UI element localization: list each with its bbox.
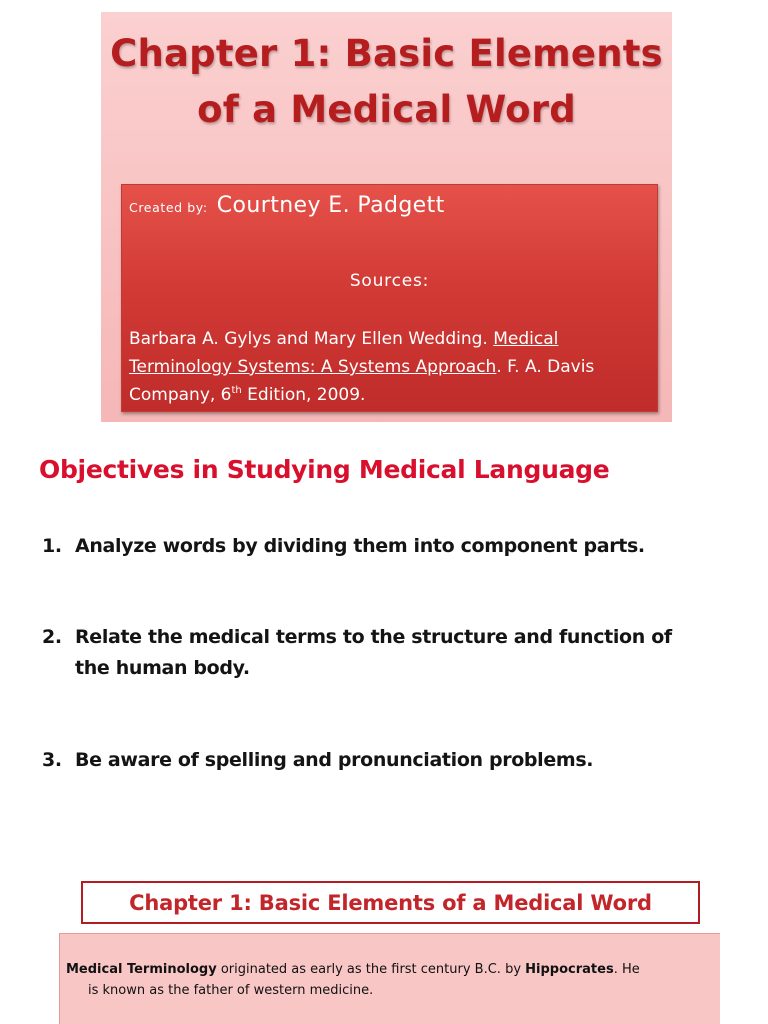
objective-text: Analyze words by dividing them into component parts. — [75, 535, 645, 557]
objective-text-line-2: the human body. — [75, 657, 250, 679]
credits-box — [121, 184, 658, 412]
term-hippocrates: Hippocrates — [525, 962, 614, 977]
objective-number: 1. — [42, 535, 62, 557]
reference-publisher: . F. A. Davis — [496, 357, 595, 377]
reference-title-part-1: Medical — [493, 329, 559, 349]
slide-title-line-1: Chapter 1: Basic Elements — [110, 32, 663, 75]
reference-edition: Edition, 2009. — [241, 385, 366, 405]
objectives-heading: Objectives in Studying Medical Language — [39, 455, 610, 484]
author-name: Courtney E. Padgett — [216, 193, 445, 218]
reference-authors: Barbara A. Gylys and Mary Ellen Wedding. — [129, 329, 494, 349]
paragraph-text-2: . He — [613, 962, 640, 977]
objective-item — [42, 531, 742, 562]
paragraph-text-3: is known as the father of western medicine. — [88, 983, 374, 998]
objective-text-line-1: Relate the medical terms to the structure and function of — [75, 626, 672, 648]
credit-line — [129, 193, 445, 218]
second-slide-title-box — [81, 881, 700, 924]
slide-title — [101, 26, 672, 138]
sources-label: Sources: — [349, 271, 430, 291]
slide-title-line-2: of a Medical Word — [197, 88, 576, 131]
reference-citation — [129, 325, 645, 409]
second-slide-title: Chapter 1: Basic Elements of a Medical Word — [129, 891, 652, 915]
reference-edition-superscript: th — [231, 385, 242, 396]
paragraph-text-1: originated as early as the first century B.C. by — [216, 962, 526, 977]
objective-text: Be aware of spelling and pronunciation problems. — [75, 749, 594, 771]
objective-number: 2. — [42, 626, 62, 648]
second-slide-body — [59, 933, 720, 1024]
objective-item — [42, 622, 742, 684]
reference-company: Company, 6 — [129, 385, 232, 405]
objective-number: 3. — [42, 749, 62, 771]
intro-paragraph — [66, 959, 716, 1001]
term-medical-terminology: Medical Terminology — [66, 962, 217, 977]
created-by-label: Created by: — [129, 200, 208, 215]
title-slide — [101, 12, 672, 422]
objective-item — [42, 745, 742, 776]
reference-title-part-2: Terminology Systems: A Systems Approach — [129, 357, 497, 377]
